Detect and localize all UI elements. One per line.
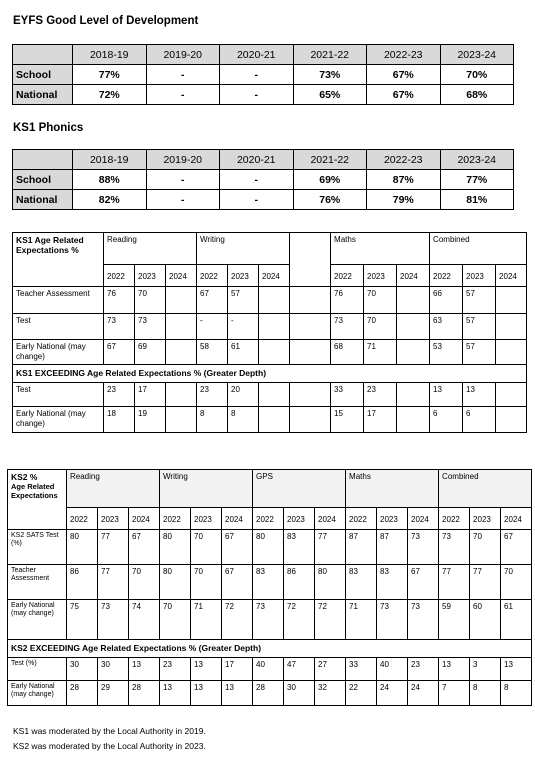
row-label: National bbox=[13, 190, 73, 210]
row-label: School bbox=[13, 65, 73, 85]
cell: 70 bbox=[470, 530, 501, 565]
cell bbox=[166, 314, 197, 340]
cell bbox=[259, 383, 290, 407]
cell: 6 bbox=[430, 407, 463, 433]
cell: 17 bbox=[222, 658, 253, 681]
year-header: 2023 bbox=[284, 508, 315, 530]
cell: 57 bbox=[463, 340, 496, 365]
cell: 57 bbox=[463, 287, 496, 314]
year-header: 2023 bbox=[135, 265, 166, 287]
cell: 30 bbox=[67, 658, 98, 681]
year-header: 2024 bbox=[408, 508, 439, 530]
cell: 68 bbox=[331, 340, 364, 365]
year-header: 2022-23 bbox=[367, 150, 441, 170]
cell: 67 bbox=[197, 287, 228, 314]
eyfs-table bbox=[12, 44, 514, 105]
year-header: 2021-22 bbox=[293, 150, 367, 170]
cell: 47 bbox=[284, 658, 315, 681]
cell: 70 bbox=[160, 600, 191, 640]
cell: - bbox=[146, 65, 220, 85]
cell: 53 bbox=[430, 340, 463, 365]
subject-gps: GPS bbox=[253, 470, 346, 508]
cell: 72 bbox=[315, 600, 346, 640]
year-header: 2022 bbox=[346, 508, 377, 530]
cell: 23 bbox=[364, 383, 397, 407]
cell: 32 bbox=[315, 681, 346, 706]
cell: 61 bbox=[228, 340, 259, 365]
year-header: 2023-24 bbox=[440, 150, 514, 170]
cell: 70 bbox=[129, 565, 160, 600]
subject-maths: Maths bbox=[331, 233, 430, 265]
cell: 87 bbox=[346, 530, 377, 565]
cell bbox=[496, 314, 527, 340]
year-header: 2018-19 bbox=[73, 45, 147, 65]
cell: 87 bbox=[377, 530, 408, 565]
cell: 67 bbox=[222, 565, 253, 600]
cell: 13 bbox=[191, 658, 222, 681]
year-header: 2022 bbox=[197, 265, 228, 287]
cell: - bbox=[146, 190, 220, 210]
cell: 23 bbox=[197, 383, 228, 407]
row-label: School bbox=[13, 170, 73, 190]
cell bbox=[397, 314, 430, 340]
cell: 20 bbox=[228, 383, 259, 407]
table-row bbox=[13, 407, 527, 433]
cell: 13 bbox=[222, 681, 253, 706]
table-row bbox=[13, 314, 527, 340]
row-label: National bbox=[13, 85, 73, 105]
row-label: Test bbox=[13, 383, 104, 407]
cell: 27 bbox=[315, 658, 346, 681]
cell: - bbox=[197, 314, 228, 340]
cell: 28 bbox=[67, 681, 98, 706]
phonics-header-row bbox=[13, 150, 514, 170]
spacer-cell bbox=[290, 407, 331, 433]
cell bbox=[259, 314, 290, 340]
cell: 13 bbox=[439, 658, 470, 681]
header-empty bbox=[13, 45, 73, 65]
cell: 77 bbox=[439, 565, 470, 600]
cell bbox=[259, 340, 290, 365]
year-header: 2023 bbox=[98, 508, 129, 530]
year-header: 2022-23 bbox=[367, 45, 441, 65]
cell: 8 bbox=[197, 407, 228, 433]
note-ks2: KS2 was moderated by the Local Authority in 2023. bbox=[13, 741, 206, 751]
table-row bbox=[8, 600, 532, 640]
year-header: 2024 bbox=[315, 508, 346, 530]
cell: 80 bbox=[160, 530, 191, 565]
cell: 71 bbox=[346, 600, 377, 640]
year-header: 2023 bbox=[463, 265, 496, 287]
cell: 76 bbox=[331, 287, 364, 314]
year-header: 2022 bbox=[67, 508, 98, 530]
cell: 67% bbox=[367, 85, 441, 105]
year-header: 2022 bbox=[430, 265, 463, 287]
cell: 74 bbox=[129, 600, 160, 640]
cell bbox=[259, 287, 290, 314]
cell: 40 bbox=[253, 658, 284, 681]
cell: 73 bbox=[331, 314, 364, 340]
header-empty bbox=[13, 150, 73, 170]
year-header: 2022 bbox=[104, 265, 135, 287]
cell: 13 bbox=[501, 658, 532, 681]
year-header: 2024 bbox=[501, 508, 532, 530]
cell: 71 bbox=[191, 600, 222, 640]
cell: 57 bbox=[228, 287, 259, 314]
cell: - bbox=[228, 314, 259, 340]
year-header: 2024 bbox=[397, 265, 430, 287]
cell: 83 bbox=[346, 565, 377, 600]
cell: 80 bbox=[160, 565, 191, 600]
cell: 58 bbox=[197, 340, 228, 365]
cell: 73 bbox=[377, 600, 408, 640]
cell: 83 bbox=[377, 565, 408, 600]
ks2-exceeding-title: KS2 EXCEEDING Age Related Expectations % (Greater Depth) bbox=[8, 640, 532, 658]
cell: 73% bbox=[293, 65, 367, 85]
ks2-table bbox=[7, 469, 532, 706]
cell: 77 bbox=[98, 565, 129, 600]
year-header: 2022 bbox=[439, 508, 470, 530]
cell: 23 bbox=[160, 658, 191, 681]
cell bbox=[397, 287, 430, 314]
cell: 17 bbox=[364, 407, 397, 433]
cell: 40 bbox=[377, 658, 408, 681]
year-header: 2021-22 bbox=[293, 45, 367, 65]
row-label: Teacher Assessment bbox=[13, 287, 104, 314]
subject-writing: Writing bbox=[197, 233, 290, 265]
cell: 15 bbox=[331, 407, 364, 433]
cell: 70 bbox=[364, 287, 397, 314]
cell bbox=[496, 383, 527, 407]
cell: 8 bbox=[228, 407, 259, 433]
cell: 33 bbox=[346, 658, 377, 681]
table-row bbox=[13, 287, 527, 314]
spacer-cell bbox=[290, 287, 331, 314]
cell: 13 bbox=[129, 658, 160, 681]
cell: 7 bbox=[439, 681, 470, 706]
cell: 70 bbox=[191, 530, 222, 565]
year-header: 2023 bbox=[191, 508, 222, 530]
cell: 13 bbox=[191, 681, 222, 706]
table-row bbox=[13, 85, 514, 105]
cell: 67 bbox=[501, 530, 532, 565]
cell: 80 bbox=[253, 530, 284, 565]
cell: 70% bbox=[440, 65, 514, 85]
subject-combined: Combined bbox=[439, 470, 532, 508]
year-header: 2023 bbox=[377, 508, 408, 530]
cell: 13 bbox=[430, 383, 463, 407]
row-label: Test (%) bbox=[8, 658, 67, 681]
table-row bbox=[13, 65, 514, 85]
ks1-subject-row bbox=[13, 233, 527, 265]
cell: 81% bbox=[440, 190, 514, 210]
cell: 72 bbox=[284, 600, 315, 640]
table-row bbox=[8, 681, 532, 706]
cell: 67 bbox=[222, 530, 253, 565]
cell: 73 bbox=[98, 600, 129, 640]
cell: 19 bbox=[135, 407, 166, 433]
cell: 24 bbox=[408, 681, 439, 706]
cell: 13 bbox=[463, 383, 496, 407]
cell: 59 bbox=[439, 600, 470, 640]
cell: - bbox=[220, 170, 294, 190]
cell bbox=[259, 407, 290, 433]
year-header: 2023-24 bbox=[440, 45, 514, 65]
ks2-title: KS2 % bbox=[11, 472, 38, 482]
cell bbox=[496, 340, 527, 365]
cell: 67 bbox=[408, 565, 439, 600]
cell: 82% bbox=[73, 190, 147, 210]
cell bbox=[166, 287, 197, 314]
cell: 22 bbox=[346, 681, 377, 706]
ks2-subtitle: Age Related Expectations bbox=[11, 482, 58, 501]
year-header: 2020-21 bbox=[220, 45, 294, 65]
cell: 86 bbox=[67, 565, 98, 600]
table-row bbox=[8, 530, 532, 565]
ks2-exceeding-header bbox=[8, 640, 532, 658]
cell: - bbox=[220, 85, 294, 105]
table-row bbox=[13, 383, 527, 407]
cell: - bbox=[146, 170, 220, 190]
subject-combined: Combined bbox=[430, 233, 527, 265]
cell: 73 bbox=[408, 600, 439, 640]
subject-writing: Writing bbox=[160, 470, 253, 508]
ks2-title-cell bbox=[8, 470, 67, 530]
cell: 18 bbox=[104, 407, 135, 433]
row-label: Test bbox=[13, 314, 104, 340]
cell: 68% bbox=[440, 85, 514, 105]
cell bbox=[166, 340, 197, 365]
table-row bbox=[8, 658, 532, 681]
cell bbox=[397, 407, 430, 433]
cell: 70 bbox=[364, 314, 397, 340]
ks2-year-row bbox=[8, 508, 532, 530]
year-header: 2019-20 bbox=[146, 150, 220, 170]
spacer-cell bbox=[290, 383, 331, 407]
cell: 57 bbox=[463, 314, 496, 340]
cell bbox=[166, 407, 197, 433]
cell: 60 bbox=[470, 600, 501, 640]
cell: 86 bbox=[284, 565, 315, 600]
year-header: 2018-19 bbox=[73, 150, 147, 170]
cell: 72% bbox=[73, 85, 147, 105]
spacer-cell bbox=[290, 314, 331, 340]
cell: 83 bbox=[253, 565, 284, 600]
cell bbox=[397, 340, 430, 365]
row-label: Early National (may change) bbox=[8, 600, 67, 640]
cell: - bbox=[220, 65, 294, 85]
year-header: 2024 bbox=[496, 265, 527, 287]
year-header: 2022 bbox=[253, 508, 284, 530]
cell: 8 bbox=[501, 681, 532, 706]
year-header: 2020-21 bbox=[220, 150, 294, 170]
cell bbox=[166, 383, 197, 407]
subject-reading: Reading bbox=[67, 470, 160, 508]
ks1-exceeding-title: KS1 EXCEEDING Age Related Expectations % (Greater Depth) bbox=[13, 365, 527, 383]
row-label: Early National (may change) bbox=[8, 681, 67, 706]
year-header: 2022 bbox=[160, 508, 191, 530]
eyfs-title: EYFS Good Level of Development bbox=[13, 15, 199, 27]
table-row bbox=[8, 565, 532, 600]
phonics-title: KS1 Phonics bbox=[13, 122, 84, 134]
cell: 67 bbox=[104, 340, 135, 365]
cell: 29 bbox=[98, 681, 129, 706]
row-label: KS2 SATS Test (%) bbox=[8, 530, 67, 565]
cell bbox=[496, 407, 527, 433]
cell: 23 bbox=[408, 658, 439, 681]
ks1-exceeding-header bbox=[13, 365, 527, 383]
cell: 72 bbox=[222, 600, 253, 640]
cell: 77% bbox=[440, 170, 514, 190]
table-row bbox=[13, 190, 514, 210]
cell: 83 bbox=[284, 530, 315, 565]
spacer-column bbox=[290, 233, 331, 287]
cell: 67% bbox=[367, 65, 441, 85]
cell: 73 bbox=[135, 314, 166, 340]
cell: 28 bbox=[253, 681, 284, 706]
cell: - bbox=[220, 190, 294, 210]
cell: 77 bbox=[98, 530, 129, 565]
cell bbox=[496, 287, 527, 314]
cell: 75 bbox=[67, 600, 98, 640]
cell: 23 bbox=[104, 383, 135, 407]
cell: 24 bbox=[377, 681, 408, 706]
table-row bbox=[13, 170, 514, 190]
cell: 63 bbox=[430, 314, 463, 340]
cell: 66 bbox=[430, 287, 463, 314]
cell: 6 bbox=[463, 407, 496, 433]
note-ks1: KS1 was moderated by the Local Authority in 2019. bbox=[13, 726, 206, 736]
year-header: 2024 bbox=[259, 265, 290, 287]
cell: - bbox=[146, 85, 220, 105]
row-label: Early National (may change) bbox=[13, 340, 104, 365]
spacer-cell bbox=[290, 340, 331, 365]
cell: 28 bbox=[129, 681, 160, 706]
ks1-table bbox=[12, 232, 527, 433]
cell: 73 bbox=[408, 530, 439, 565]
cell: 88% bbox=[73, 170, 147, 190]
cell: 77% bbox=[73, 65, 147, 85]
phonics-table bbox=[12, 149, 514, 210]
cell bbox=[397, 383, 430, 407]
cell: 8 bbox=[470, 681, 501, 706]
year-header: 2022 bbox=[331, 265, 364, 287]
cell: 70 bbox=[191, 565, 222, 600]
year-header: 2024 bbox=[222, 508, 253, 530]
year-header: 2023 bbox=[470, 508, 501, 530]
cell: 77 bbox=[315, 530, 346, 565]
table-row bbox=[13, 340, 527, 365]
row-label: Early National (may change) bbox=[13, 407, 104, 433]
cell: 69 bbox=[135, 340, 166, 365]
cell: 79% bbox=[367, 190, 441, 210]
cell: 73 bbox=[253, 600, 284, 640]
cell: 70 bbox=[501, 565, 532, 600]
cell: 80 bbox=[315, 565, 346, 600]
cell: 76% bbox=[293, 190, 367, 210]
cell: 65% bbox=[293, 85, 367, 105]
subject-maths: Maths bbox=[346, 470, 439, 508]
year-header: 2024 bbox=[129, 508, 160, 530]
cell: 13 bbox=[160, 681, 191, 706]
subject-reading: Reading bbox=[104, 233, 197, 265]
ks1-title: KS1 Age Related Expectations % bbox=[13, 233, 104, 287]
cell: 30 bbox=[284, 681, 315, 706]
cell: 71 bbox=[364, 340, 397, 365]
cell: 73 bbox=[104, 314, 135, 340]
cell: 67 bbox=[129, 530, 160, 565]
cell: 3 bbox=[470, 658, 501, 681]
cell: 33 bbox=[331, 383, 364, 407]
cell: 61 bbox=[501, 600, 532, 640]
cell: 87% bbox=[367, 170, 441, 190]
year-header: 2024 bbox=[166, 265, 197, 287]
year-header: 2023 bbox=[364, 265, 397, 287]
row-label: Teacher Assessment bbox=[8, 565, 67, 600]
cell: 69% bbox=[293, 170, 367, 190]
cell: 77 bbox=[470, 565, 501, 600]
cell: 30 bbox=[98, 658, 129, 681]
year-header: 2019-20 bbox=[146, 45, 220, 65]
cell: 80 bbox=[67, 530, 98, 565]
year-header: 2023 bbox=[228, 265, 259, 287]
cell: 70 bbox=[135, 287, 166, 314]
ks2-subject-row bbox=[8, 470, 532, 508]
cell: 76 bbox=[104, 287, 135, 314]
cell: 73 bbox=[439, 530, 470, 565]
cell: 17 bbox=[135, 383, 166, 407]
eyfs-header-row bbox=[13, 45, 514, 65]
